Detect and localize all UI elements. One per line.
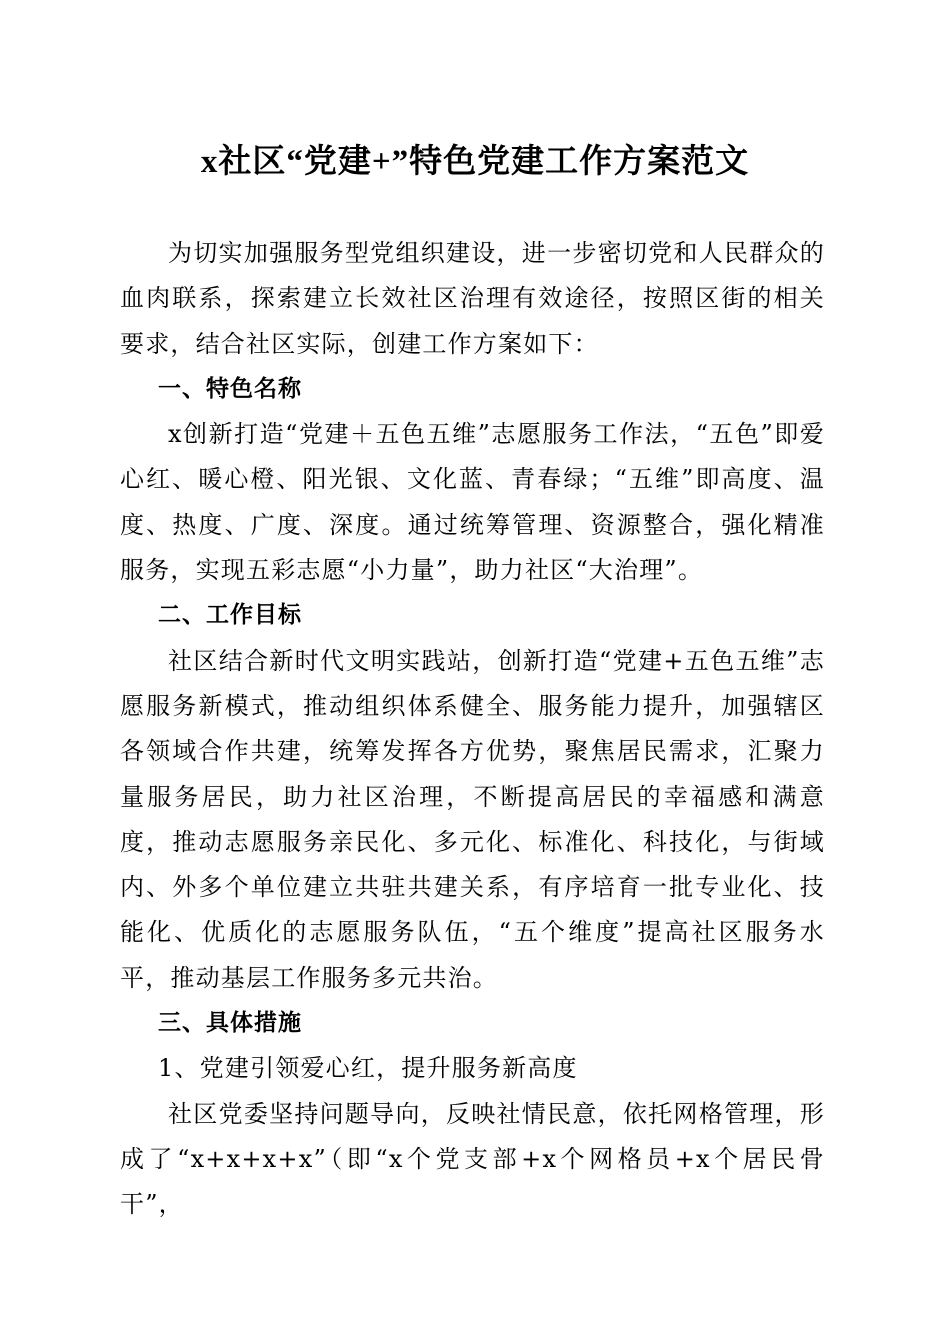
section-paragraph-measures: 社区党委坚持问题导向，反映社情民意，依托网格管理，形成了“x+x+x+x”（即“x个党支部+x个网格员+x个居民骨干”，: [120, 1099, 825, 1219]
section-paragraph-goals: 社区结合新时代文明实践站，创新打造“党建+五色五维”志愿服务新模式，推动组织体系健全、服务能力提升，加强辖区各领域合作共建，统筹发挥各方优势，聚焦居民需求，汇聚力量服务居民，助力社区治理，不断提高居民的幸福感和满意度，推动志愿服务亲民化、多元化、标准化、科技化，与街域内、外多个单位建立共驻共建关系，有序培育一批专业化、技能化、优质化的志愿服务队伍，“五个维度”提高社区服务水平，推动基层工作服务多元共治。: [120, 646, 825, 992]
section-heading-goals: 二、工作目标: [158, 602, 302, 629]
section-paragraph-name: x创新打造“党建＋五色五维”志愿服务工作法，“五色”即爱心红、暖心橙、阳光银、文化蓝、青春绿；“五维”即高度、温度、热度、广度、深度。通过统筹管理、资源整合，强化精准服务，实现五彩志愿“小力量”，助力社区“大治理”。: [120, 420, 825, 585]
section-heading-measures: 三、具体措施: [158, 1010, 302, 1037]
section-subheading-measures: 1、党建引领爱心红，提升服务新高度: [158, 1054, 578, 1083]
document-body: [120, 231, 825, 1228]
intro-paragraph: 为切实加强服务型党组织建设，进一步密切党和人民群众的血肉联系，探索建立长效社区治理有效途径，按照区街的相关要求，结合社区实际，创建工作方案如下：: [120, 239, 825, 358]
section-heading-name: 一、特色名称: [158, 375, 302, 402]
document-title: x社区“党建+”特色党建工作方案范文: [200, 144, 750, 180]
